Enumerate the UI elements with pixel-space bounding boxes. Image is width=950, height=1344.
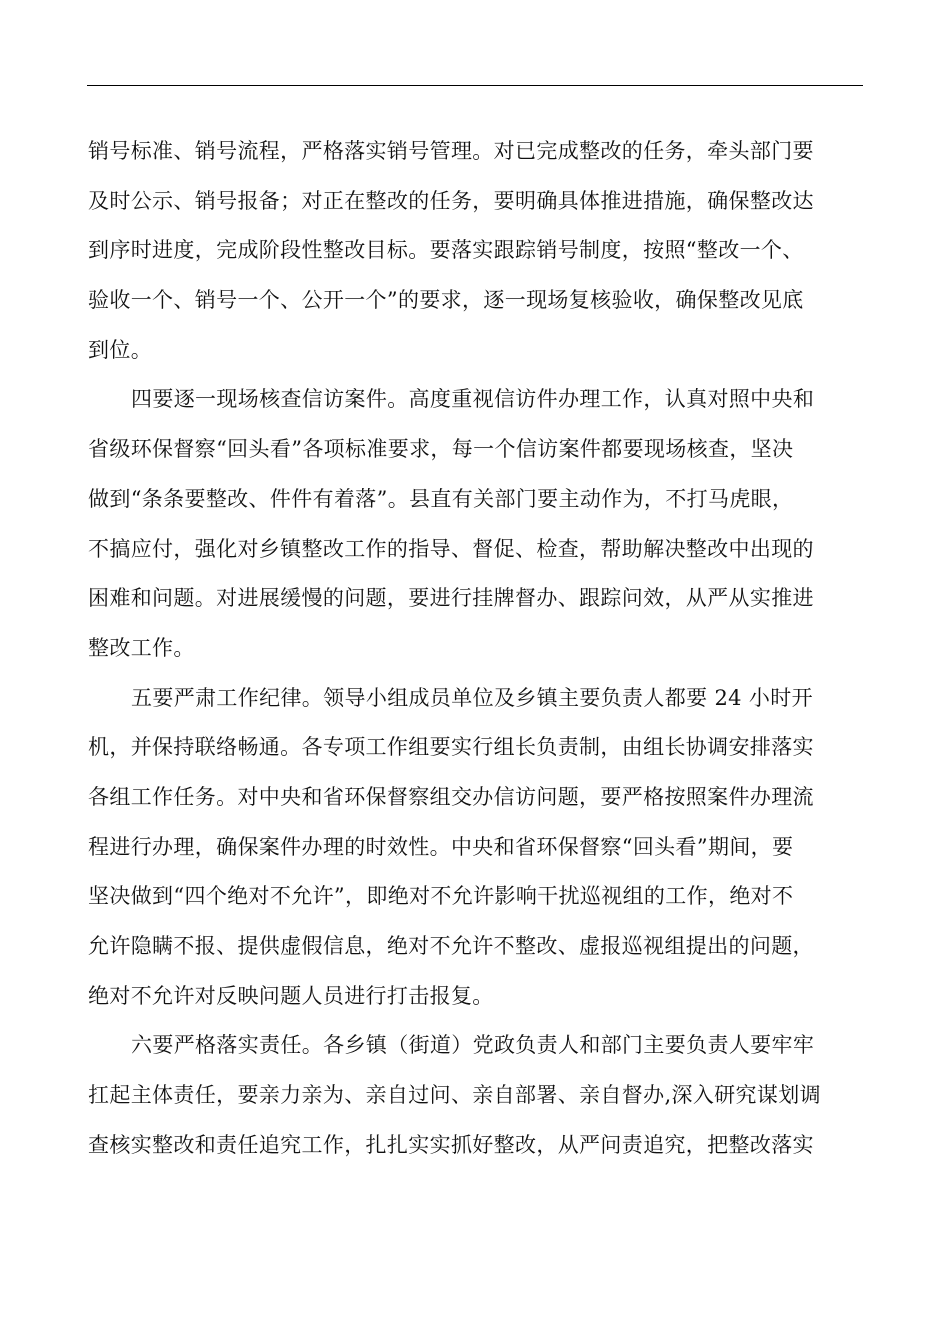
- text-line: 机，并保持联络畅通。各专项工作组要实行组长负责制，由组长协调安排落实: [88, 735, 814, 760]
- text-line: 程进行办理，确保案件办理的时效性。中央和省环保督察“回头看”期间，要: [88, 834, 794, 859]
- text-line: 绝对不允许对反映问题人员进行打击报复。: [88, 983, 494, 1008]
- text-line: 验收一个、销号一个、公开一个”的要求，逐一现场复核验收，确保整改见底: [88, 288, 804, 313]
- text-line: 不搞应付，强化对乡镇整改工作的指导、督促、检查，帮助解决整改中出现的: [88, 536, 814, 561]
- text-line: 到位。: [88, 337, 153, 362]
- text-line: 扛起主体责任，要亲力亲为、亲自过问、亲自部署、亲自督办,深入研究谋划调: [88, 1083, 821, 1108]
- text-line: 查核实整改和责任追究工作，扎扎实实抓好整改，从严问责追究，把整改落实: [88, 1132, 814, 1157]
- text-line: 坚决做到“四个绝对不允许”，即绝对不允许影响干扰巡视组的工作，绝对不: [88, 884, 794, 909]
- text-line: 四要逐一现场核查信访案件。高度重视信访件办理工作，认真对照中央和: [131, 387, 815, 412]
- document-body: [88, 127, 858, 1170]
- text-line: 整改工作。: [88, 635, 195, 660]
- text-line: 省级环保督察“回头看”各项标准要求，每一个信访案件都要现场核查，坚决: [88, 437, 794, 462]
- text-line: 五要严肃工作纪律。领导小组成员单位及乡镇主要负责人都要 24 小时开: [131, 685, 813, 710]
- text-line: 允许隐瞒不报、提供虚假信息，绝对不允许不整改、虚报巡视组提出的问题，: [88, 934, 814, 958]
- text-line: 各组工作任务。对中央和省环保督察组交办信访问题，要严格按照案件办理流: [88, 784, 814, 809]
- header-rule: [87, 85, 863, 86]
- text-line: 做到“条条要整改、件件有着落”。县直有关部门要主动作为，不打马虎眼，: [88, 486, 794, 511]
- text-line: 到序时进度，完成阶段性整改目标。要落实跟踪销号制度，按照“整改一个、: [88, 238, 804, 263]
- text-line: 销号标准、销号流程，严格落实销号管理。对已完成整改的任务，牵头部门要: [88, 139, 814, 163]
- text-line: 及时公示、销号报备；对正在整改的任务，要明确具体推进措施，确保整改达: [88, 188, 814, 213]
- text-line: 困难和问题。对进展缓慢的问题，要进行挂牌督办、跟踪问效，从严从实推进: [88, 586, 814, 611]
- text-line: 六要严格落实责任。各乡镇（街道）党政负责人和部门主要负责人要牢牢: [131, 1033, 815, 1058]
